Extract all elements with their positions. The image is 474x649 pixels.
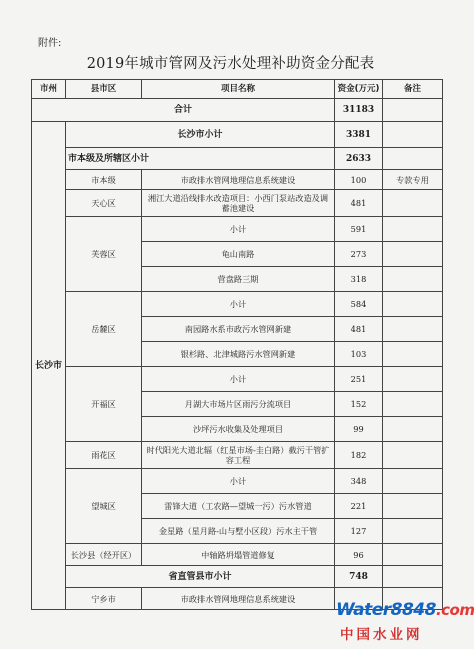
changsha-subtotal-value: 3381 [335,122,383,148]
funds-cell: 152 [335,392,383,417]
attachment-label: 附件: [38,38,62,49]
header-county: 县市区 [66,80,142,99]
funds-cell: 273 [335,242,383,267]
county-cell: 长沙县（经开区） [66,544,142,566]
funds-cell: 96 [335,544,383,566]
county-cell: 宁乡市 [66,588,142,610]
header-project: 项目名称 [142,80,335,99]
total-label: 合计 [32,99,335,122]
funds-cell: 127 [335,519,383,544]
table-row [32,442,443,469]
total-row [32,99,443,122]
municipal-subtotal-label: 市本级及所辖区小计 [66,148,335,170]
project-cell: 中轴路坍塌管道修复 [142,544,335,566]
project-cell: 龟山南路 [142,242,335,267]
direct-subtotal-label: 省直管县市小计 [66,566,335,588]
funds-cell: 99 [335,417,383,442]
changsha-subtotal-label: 长沙市小计 [66,122,335,148]
county-cell: 芙蓉区 [66,217,142,292]
project-cell: 市政排水管网地理信息系统建设 [142,588,335,610]
header-funds: 资金(万元) [335,80,383,99]
project-cell: 湘江大道沿线排水改造项目：小西门泵站改造及调蓄池建设 [142,190,335,217]
project-cell: 营盘路三期 [142,267,335,292]
table-row [32,190,443,217]
project-cell: 时代阳光大道北辐（红星市场-圭白路）截污干管扩容工程 [142,442,335,469]
watermark-logo-suffix: .com [435,601,474,619]
direct-subtotal-row [32,566,443,588]
header-notes: 备注 [383,80,443,99]
funds-cell: 481 [335,317,383,342]
table-row [32,367,443,392]
municipal-subtotal-value: 2633 [335,148,383,170]
project-cell: 沙坪污水收集及处理项目 [142,417,335,442]
funding-table [31,79,443,610]
funds-cell: 182 [335,442,383,469]
project-cell: 小计 [142,292,335,317]
county-cell: 岳麓区 [66,292,142,367]
table-row [32,170,443,190]
header-row [32,80,443,99]
watermark-logo [336,600,474,646]
table-row [32,217,443,242]
county-cell: 开福区 [66,367,142,442]
table-row [32,292,443,317]
project-cell: 金星路（星月路-山与墅小区段）污水主干管 [142,519,335,544]
watermark-cn-text: 中国水业网 [340,627,423,643]
direct-subtotal-value: 748 [335,566,383,588]
table-row [32,469,443,494]
funds-cell: 481 [335,190,383,217]
funds-cell: 251 [335,367,383,392]
city-changsha: 长沙市 [32,122,66,610]
funds-cell: 103 [335,342,383,367]
funds-cell: 100 [335,170,383,190]
watermark-logo-text: Water8848 [336,600,436,620]
document-title: 2019年城市管网及污水处理补助资金分配表 [86,56,375,72]
project-cell: 市政排水管网地理信息系统建设 [142,170,335,190]
project-cell: 南园路水系市政污水管网新建 [142,317,335,342]
funds-cell: 591 [335,217,383,242]
project-cell: 雷锋大道（工农路—望城一污）污水管道 [142,494,335,519]
county-cell: 市本级 [66,170,142,190]
funds-cell: 221 [335,494,383,519]
project-cell: 小计 [142,217,335,242]
county-cell: 望城区 [66,469,142,544]
funds-cell: 348 [335,469,383,494]
funds-cell: 318 [335,267,383,292]
funds-cell: 584 [335,292,383,317]
county-cell: 雨花区 [66,442,142,469]
project-cell: 小计 [142,367,335,392]
table-row [32,544,443,566]
total-value: 31183 [335,99,383,122]
county-cell: 天心区 [66,190,142,217]
project-cell: 月湖大市场片区雨污分流项目 [142,392,335,417]
project-cell: 小计 [142,469,335,494]
notes-cell: 专款专用 [383,170,443,190]
municipal-subtotal-row [32,148,443,170]
project-cell: 银杉路、北津城路污水管网新建 [142,342,335,367]
changsha-subtotal-row [32,122,443,148]
header-city: 市州 [32,80,66,99]
